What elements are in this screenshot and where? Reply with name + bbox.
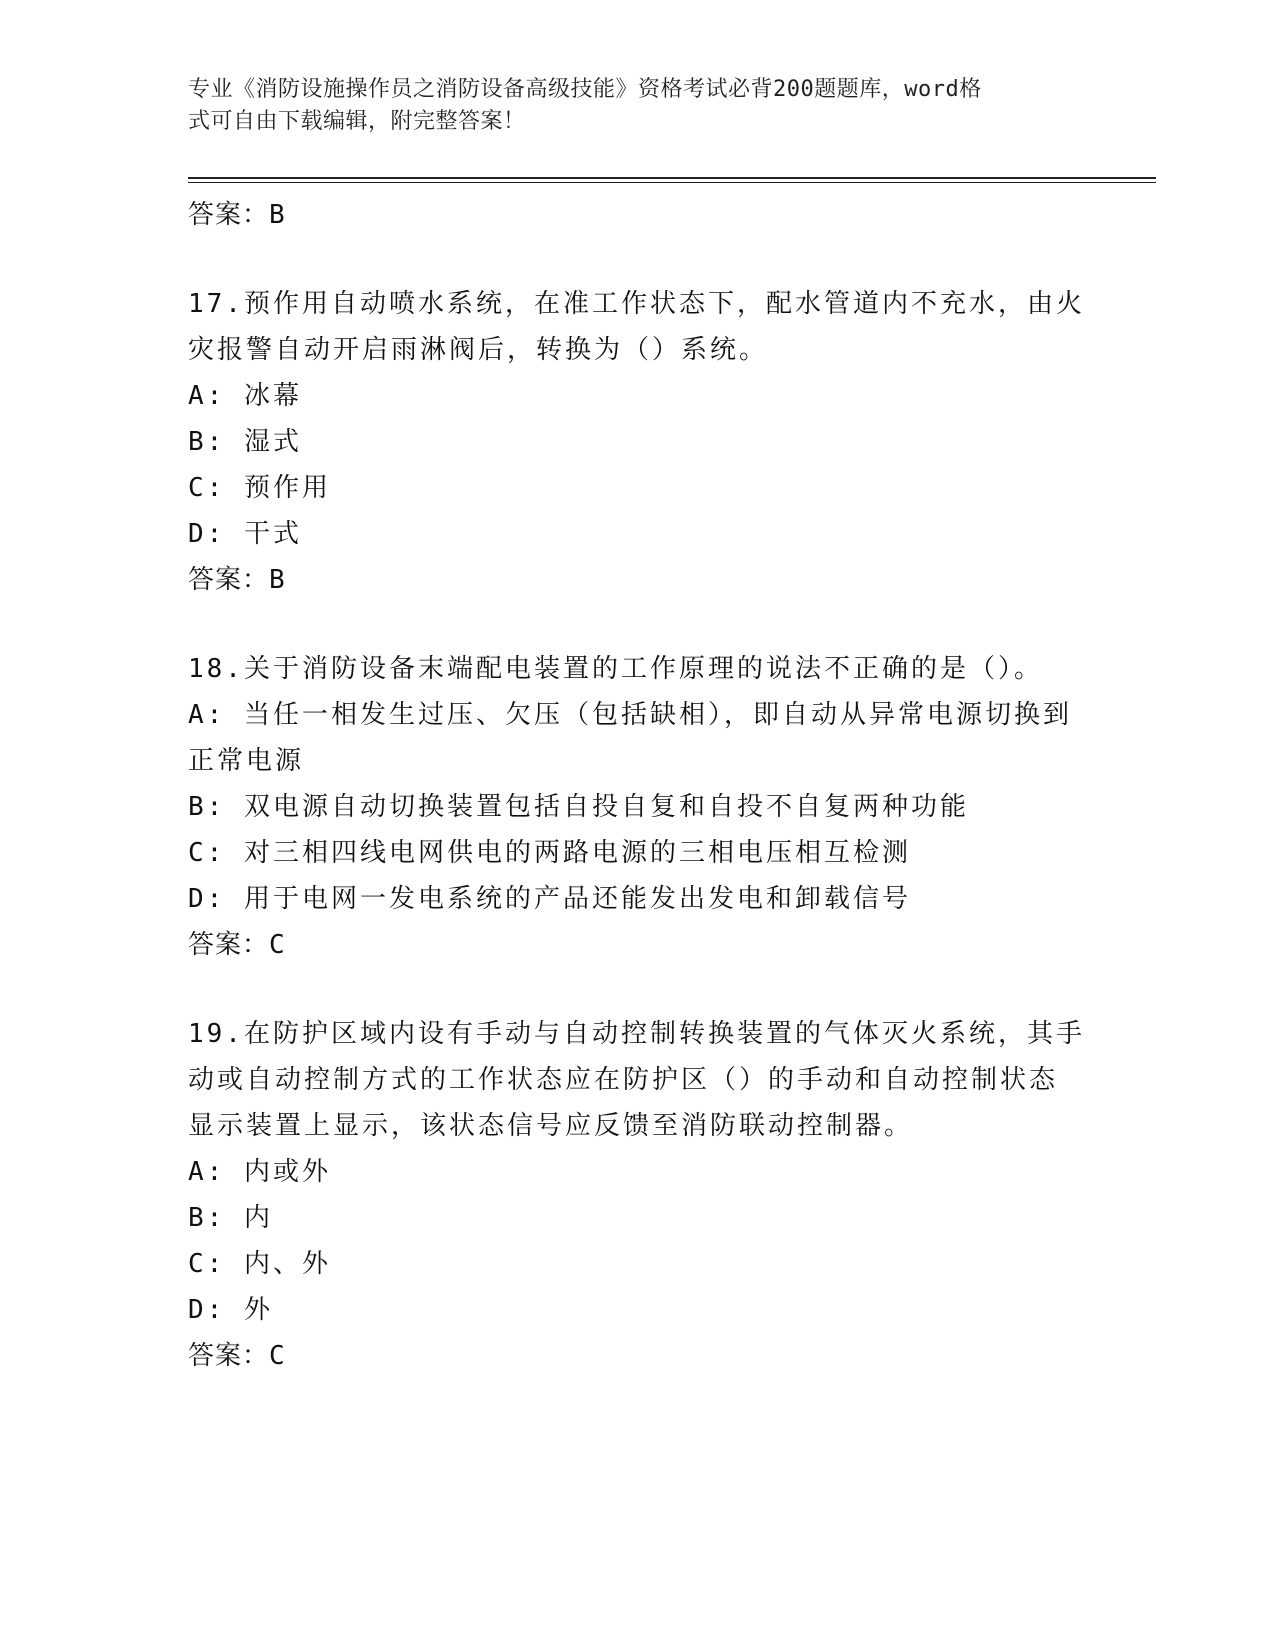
- question-stem-line: 显示装置上显示，该状态信号应反馈至消防联动控制器。: [188, 1111, 914, 1141]
- header-divider-thin: [188, 182, 1156, 183]
- document-header: [188, 74, 1068, 138]
- document-body: [188, 192, 1088, 1379]
- question-stem-line: 19.在防护区域内设有手动与自动控制转换装置的气体灭火系统，其手: [188, 1019, 1085, 1049]
- question-stem-line: 18.关于消防设备末端配电装置的工作原理的说法不正确的是（）。: [188, 654, 1043, 684]
- option-c: C: 对三相四线电网供电的两路电源的三相电压相互检测: [188, 838, 911, 868]
- header-divider-thick: [188, 177, 1156, 179]
- option-b: B: 湿式: [188, 427, 302, 457]
- answer: 答案：C: [188, 930, 286, 960]
- spacer: [188, 238, 1088, 281]
- option-a: A: 冰幕: [188, 381, 302, 411]
- previous-answer: 答案：B: [188, 200, 286, 230]
- header-line-2: 式可自由下载编辑，附完整答案！: [188, 109, 526, 134]
- question-19: [188, 1011, 1088, 1379]
- spacer: [188, 603, 1088, 646]
- option-a: A: 内或外: [188, 1157, 331, 1187]
- option-b: B: 双电源自动切换装置包括自投自复和自投不自复两种功能: [188, 792, 969, 822]
- header-line-1: 专业《消防设施操作员之消防设备高级技能》资格考试必背200题题库，word格: [188, 77, 982, 102]
- question-stem-line: 动或自动控制方式的工作状态应在防护区（）的手动和自动控制状态: [188, 1065, 1059, 1095]
- option-d: D: 外: [188, 1295, 273, 1325]
- option-d: D: 干式: [188, 519, 302, 549]
- option-a: A: 当任一相发生过压、欠压（包括缺相），即自动从异常电源切换到: [188, 700, 1072, 730]
- question-18: [188, 646, 1088, 968]
- option-c: C: 内、外: [188, 1249, 331, 1279]
- answer: 答案：B: [188, 565, 286, 595]
- option-d: D: 用于电网一发电系统的产品还能发出发电和卸载信号: [188, 884, 911, 914]
- question-stem-line: 17.预作用自动喷水系统，在准工作状态下，配水管道内不充水，由火: [188, 289, 1085, 319]
- option-c: C: 预作用: [188, 473, 331, 503]
- question-17: [188, 281, 1088, 603]
- option-a-continued: 正常电源: [188, 746, 305, 776]
- option-b: B: 内: [188, 1203, 273, 1233]
- question-stem-line: 灾报警自动开启雨淋阀后，转换为（）系统。: [188, 335, 769, 365]
- answer: 答案：C: [188, 1341, 286, 1371]
- spacer: [188, 968, 1088, 1011]
